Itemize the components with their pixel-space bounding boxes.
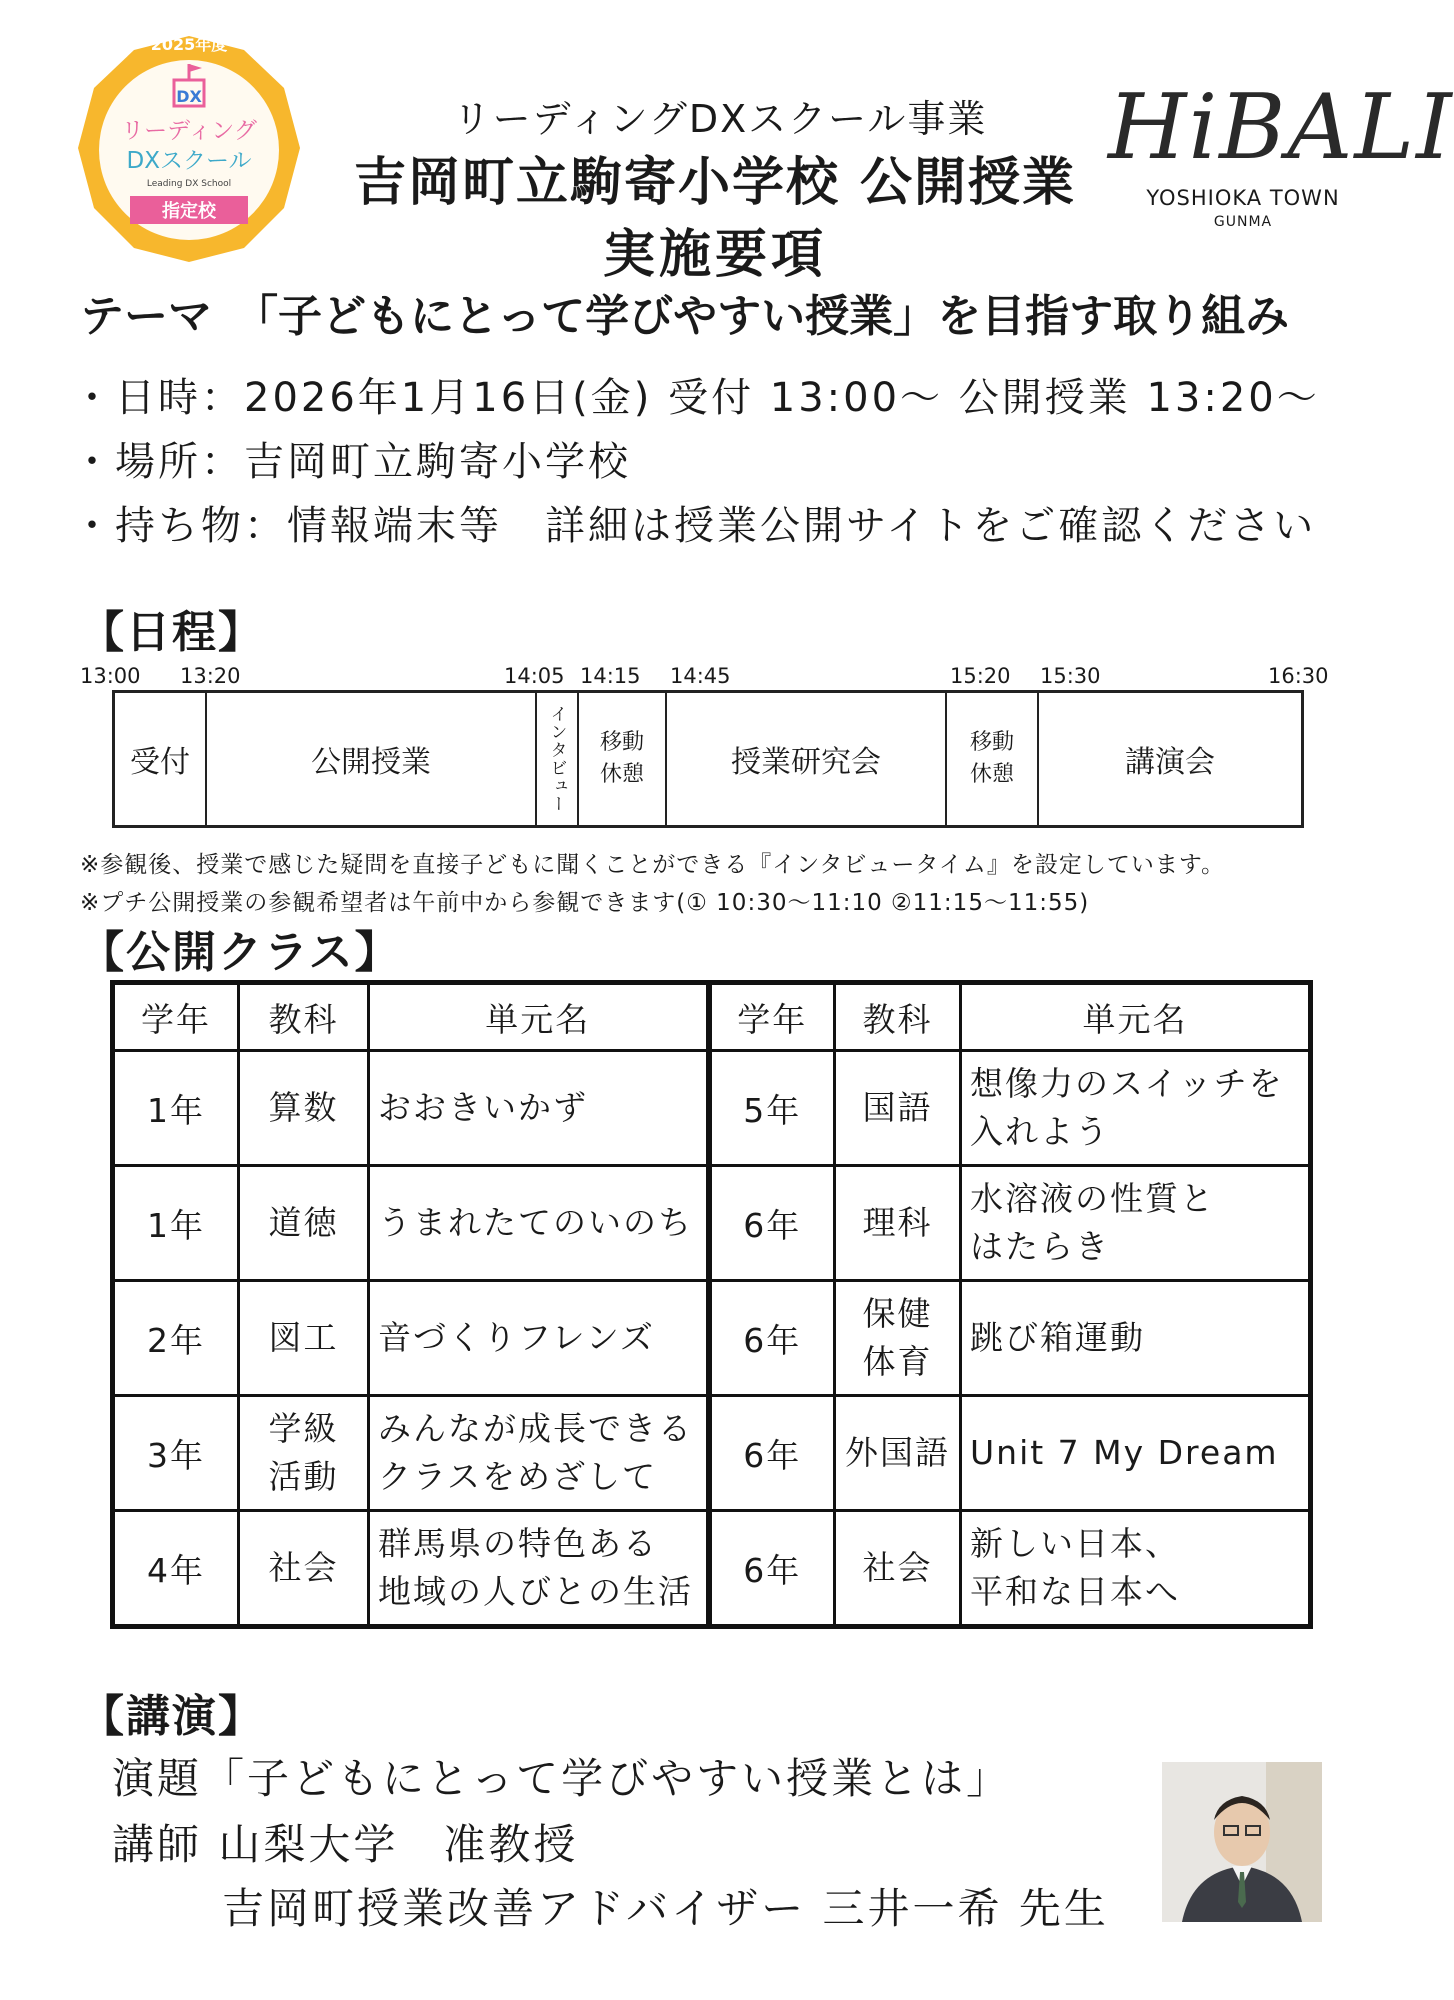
column-header: 学年 (113, 983, 239, 1051)
classes-heading: 【公開クラス】 (80, 927, 401, 978)
subject-line: 体育 (862, 1342, 933, 1381)
grade-cell: 1年 (113, 1166, 239, 1281)
schedule-segment (115, 693, 207, 825)
subject-cell: 図工 (239, 1281, 369, 1396)
unit-cell: Unit 7 My Dream (961, 1396, 1311, 1511)
program-name: リーディングDXスクール事業 (452, 97, 988, 141)
table-header-row (113, 983, 1311, 1051)
badge-ribbon-label: 指定校 (162, 201, 216, 222)
time-tick: 15:20 (950, 664, 1011, 688)
segment-label: 休憩 (969, 762, 1014, 787)
page-subtitle: 実施要項 (602, 225, 827, 285)
grade-cell: 1年 (113, 1051, 239, 1166)
time-tick: 13:20 (180, 664, 241, 688)
lecturer-portrait (1162, 1762, 1322, 1922)
subject-cell: 算数 (239, 1051, 369, 1166)
schedule-segment (537, 693, 579, 825)
lecturer-name: 吉岡町授業改善アドバイザー 三井一希 先生 (222, 1884, 1109, 1933)
column-header: 単元名 (961, 983, 1311, 1051)
logo-mark: HiBALI (1108, 75, 1454, 180)
unit-cell: 音づくりフレンズ (369, 1281, 709, 1396)
segment-label: 移動 (969, 730, 1014, 755)
lecture-heading: 【講演】 (80, 1691, 264, 1742)
unit-line: 水溶液の性質と (970, 1179, 1215, 1218)
segment-label: 移動 (599, 730, 644, 755)
info-datetime: ・日時：2026年1月16日(金) 受付 13:00～ 公開授業 13:20～ (72, 375, 1320, 421)
schedule-segment (207, 693, 537, 825)
badge-english: Leading DX School (146, 179, 232, 189)
subject-cell: 理科 (835, 1166, 961, 1281)
unit-line: 地域の人びとの生活 (378, 1572, 693, 1611)
unit-line: 群馬県の特色ある (378, 1524, 658, 1563)
schedule-timeline (112, 690, 1304, 828)
logo-prefecture: GUNMA (1213, 214, 1273, 230)
subject-line: 活動 (268, 1457, 339, 1496)
lecture-topic: 演題「子どもにとって学びやすい授業とは」 (112, 1754, 1012, 1803)
segment-label: 休憩 (599, 762, 644, 787)
schedule-segment (579, 693, 667, 825)
grade-cell: 2年 (113, 1281, 239, 1396)
table-row (113, 1396, 1311, 1511)
unit-line: 想像力のスイッチを (970, 1064, 1284, 1103)
grade-cell: 6年 (709, 1511, 835, 1627)
schedule-segment (1039, 693, 1301, 825)
lecturer-affiliation: 講師 山梨大学 准教授 (112, 1820, 579, 1869)
badge-line1: リーディング (121, 118, 257, 144)
time-tick: 13:00 (80, 664, 141, 688)
subject-cell: 道徳 (239, 1166, 369, 1281)
unit-cell: おおきいかず (369, 1051, 709, 1166)
unit-cell: 跳び箱運動 (961, 1281, 1311, 1396)
segment-label: 講演会 (1125, 745, 1215, 780)
time-tick: 14:05 (504, 664, 565, 688)
grade-cell: 6年 (709, 1281, 835, 1396)
badge-year: 2025年度 (150, 35, 228, 54)
column-header: 教科 (239, 983, 369, 1051)
unit-line: クラスをめざして (378, 1457, 658, 1496)
column-header: 学年 (709, 983, 835, 1051)
subject-cell (835, 1281, 961, 1396)
table-row (113, 1051, 1311, 1166)
unit-cell (961, 1051, 1311, 1166)
schedule-note: ※プチ公開授業の参観希望者は午前中から参観できます(① 10:30～11:10 ②11:15～11:55) (80, 890, 1090, 916)
subject-line: 保健 (862, 1294, 933, 1333)
class-table (110, 980, 1313, 1629)
subject-line: 学級 (268, 1409, 339, 1448)
column-header: 単元名 (369, 983, 709, 1051)
logo-town: YOSHIOKA TOWN (1146, 186, 1340, 210)
unit-line: 入れよう (970, 1112, 1110, 1151)
grade-cell: 3年 (113, 1396, 239, 1511)
subject-cell: 社会 (835, 1511, 961, 1627)
table-row (113, 1281, 1311, 1396)
time-tick: 14:45 (670, 664, 731, 688)
time-tick: 14:15 (580, 664, 641, 688)
badge-graphic (78, 36, 300, 268)
info-items: ・持ち物：情報端末等 詳細は授業公開サイトをご確認ください (72, 503, 1317, 549)
column-header: 教科 (835, 983, 961, 1051)
subject-cell: 国語 (835, 1051, 961, 1166)
unit-line: 平和な日本へ (970, 1572, 1180, 1611)
unit-cell (369, 1511, 709, 1627)
grade-cell: 4年 (113, 1511, 239, 1627)
unit-line: 新しい日本、 (970, 1524, 1180, 1563)
info-place: ・場所：吉岡町立駒寄小学校 (72, 439, 631, 485)
table-row (113, 1511, 1311, 1627)
leading-dx-school-badge (78, 36, 300, 268)
schedule-note: ※参観後、授業で感じた疑問を直接子どもに聞くことができる『インタビュータイム』を設定しています。 (80, 852, 1226, 878)
grade-cell: 5年 (709, 1051, 835, 1166)
segment-label: インタビュー (546, 705, 567, 813)
unit-cell (961, 1166, 1311, 1281)
grade-cell: 6年 (709, 1396, 835, 1511)
hibali-logo (1108, 75, 1454, 238)
unit-cell (369, 1396, 709, 1511)
badge-line2: DXスクール (126, 148, 252, 174)
svg-text:DX: DX (176, 87, 202, 106)
unit-cell (961, 1511, 1311, 1627)
subject-cell: 社会 (239, 1511, 369, 1627)
subject-cell: 外国語 (835, 1396, 961, 1511)
theme-line: テーマ 「子どもにとって学びやすい授業」を目指す取り組み (80, 291, 1290, 342)
segment-label: 授業研究会 (731, 745, 881, 780)
table-row (113, 1166, 1311, 1281)
lecturer-photo (1162, 1762, 1322, 1922)
schedule-segment (667, 693, 947, 825)
segment-label: 公開授業 (311, 745, 431, 780)
unit-line: みんなが成長できる (378, 1409, 693, 1448)
time-tick: 15:30 (1040, 664, 1101, 688)
grade-cell: 6年 (709, 1166, 835, 1281)
time-tick: 16:30 (1268, 664, 1329, 688)
segment-label: 受付 (130, 745, 190, 780)
subject-cell (239, 1396, 369, 1511)
schedule-heading: 【日程】 (80, 607, 264, 658)
page-title: 吉岡町立駒寄小学校 公開授業 (353, 153, 1077, 213)
unit-cell: うまれたてのいのち (369, 1166, 709, 1281)
schedule-segment (947, 693, 1039, 825)
unit-line: はたらき (970, 1227, 1110, 1266)
